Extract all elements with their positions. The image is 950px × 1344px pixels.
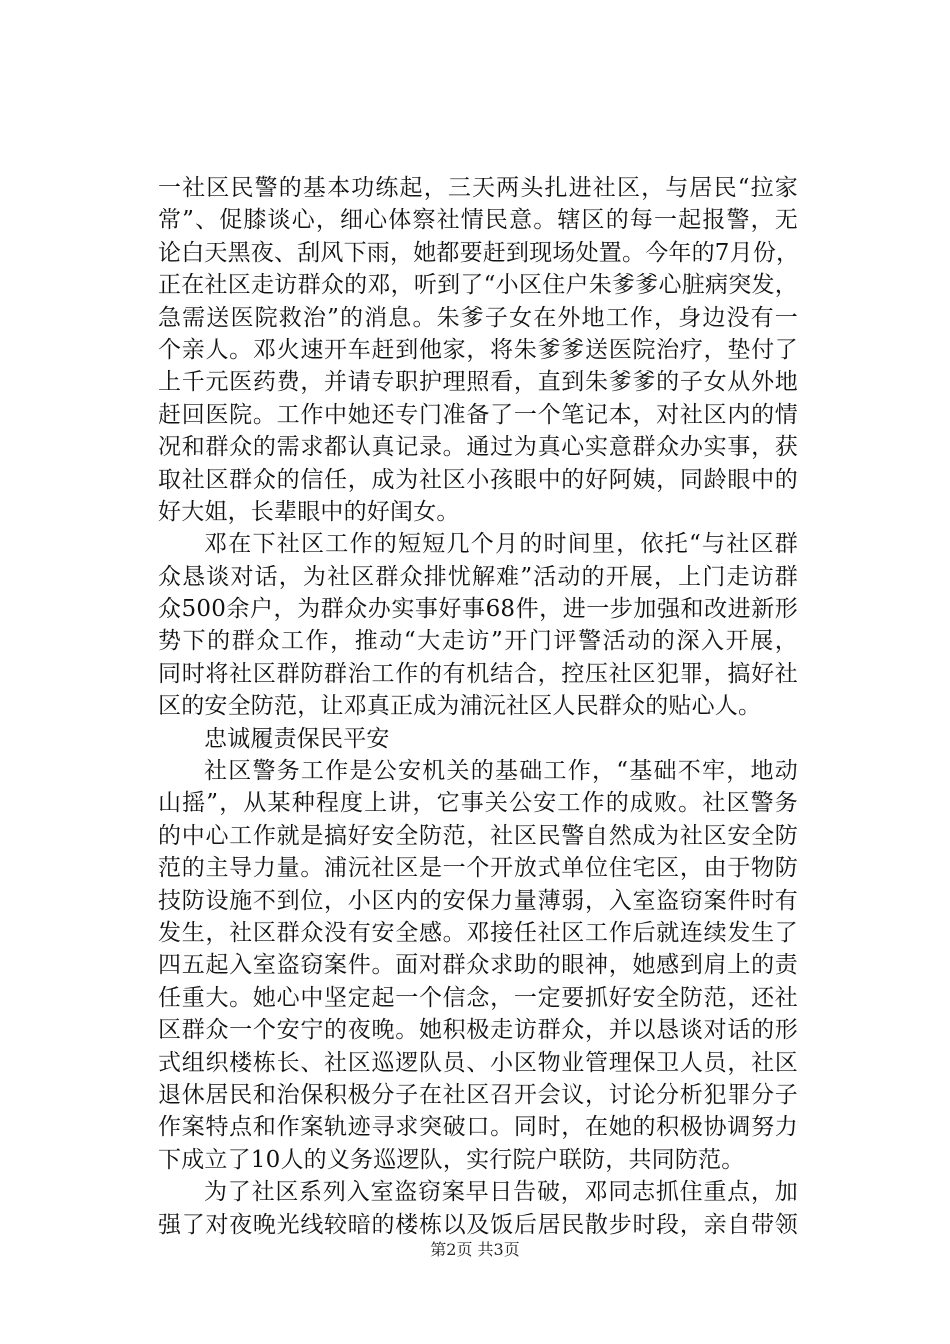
page-footer: 第2页 共3页 [430, 1240, 520, 1259]
text-line: 正在社区走访群众的邓，听到了“小区住户朱爹爹心脏病突发， [158, 272, 798, 299]
text-line: 众500余户，为群众办实事好事68件，进一步加强和改进新形 [158, 596, 798, 623]
text-line: 同时将社区群防群治工作的有机结合，控压社区犯罪，搞好社 [158, 660, 798, 687]
text-line: 急需送医院救治”的消息。朱爹子女在外地工作，身边没有一 [158, 304, 798, 331]
text-line: 一社区民警的基本功练起，三天两头扎进社区，与居民“拉家 [158, 175, 798, 201]
text-line: 好大姐，长辈眼中的好闺女。 [158, 498, 460, 525]
text-line: 范的主导力量。浦沅社区是一个开放式单位住宅区，由于物防 [158, 855, 798, 882]
text-line: 取社区群众的信任，成为社区小孩眼中的好阿姨，同龄眼中的 [158, 466, 798, 493]
text-line: 常”、促膝谈心，细心体察社情民意。辖区的每一起报警，无 [158, 207, 798, 234]
text-line: 上千元医药费，并请专职护理照看，直到朱爹爹的子女从外地 [158, 369, 798, 396]
text-line: 况和群众的需求都认真记录。通过为真心实意群众办实事，获 [158, 434, 798, 461]
text-line: 作案特点和作案轨迹寻求突破口。同时，在她的积极协调努力 [158, 1114, 798, 1141]
text-line: 论白天黑夜、刮风下雨，她都要赶到现场处置。今年的7月份， [158, 239, 800, 266]
text-line: 众恳谈对话，为社区群众排忧解难”活动的开展，上门走访群 [158, 563, 798, 590]
text-line: 任重大。她心中坚定起一个信念，一定要抓好安全防范，还社 [158, 984, 798, 1011]
text-line: 技防设施不到位，小区内的安保力量薄弱，入室盗窃案件时有 [158, 887, 798, 914]
text-line: 社区警务工作是公安机关的基础工作，“基础不牢，地动 [204, 758, 798, 785]
text-line: 邓在下社区工作的短短几个月的时间里，依托“与社区群 [204, 531, 798, 558]
document-body [158, 172, 798, 1241]
text-line: 四五起入室盗窃案件。面对群众求助的眼神，她感到肩上的责 [158, 952, 798, 979]
text-line: 发生，社区群众没有安全感。邓接任社区工作后就连续发生了 [158, 919, 798, 946]
text-line: 山摇”，从某种程度上讲，它事关公安工作的成败。社区警务 [158, 790, 798, 817]
text-line: 式组织楼栋长、社区巡逻队员、小区物业管理保卫人员，社区 [158, 1049, 798, 1076]
text-line: 下成立了10人的义务巡逻队，实行院户联防，共同防范。 [158, 1146, 745, 1173]
text-line: 忠诚履责保民平安 [204, 725, 390, 752]
text-line: 退休居民和治保积极分子在社区召开会议，讨论分析犯罪分子 [158, 1081, 798, 1108]
text-line: 赶回医院。工作中她还专门准备了一个笔记本，对社区内的情 [158, 401, 798, 428]
text-line: 区群众一个安宁的夜晚。她积极走访群众，并以恳谈对话的形 [158, 1017, 798, 1044]
text-line: 个亲人。邓火速开车赶到他家，将朱爹爹送医院治疗，垫付了 [158, 336, 798, 363]
text-line: 势下的群众工作，推动“大走访”开门评警活动的深入开展， [158, 628, 798, 655]
text-line: 强了对夜晚光线较暗的楼栋以及饭后居民散步时段，亲自带领 [158, 1211, 798, 1238]
text-line: 的中心工作就是搞好安全防范，社区民警自然成为社区安全防 [158, 822, 798, 849]
text-line: 区的安全防范，让邓真正成为浦沅社区人民群众的贴心人。 [158, 693, 762, 720]
text-line: 为了社区系列入室盗窃案早日告破，邓同志抓住重点，加 [204, 1179, 798, 1206]
